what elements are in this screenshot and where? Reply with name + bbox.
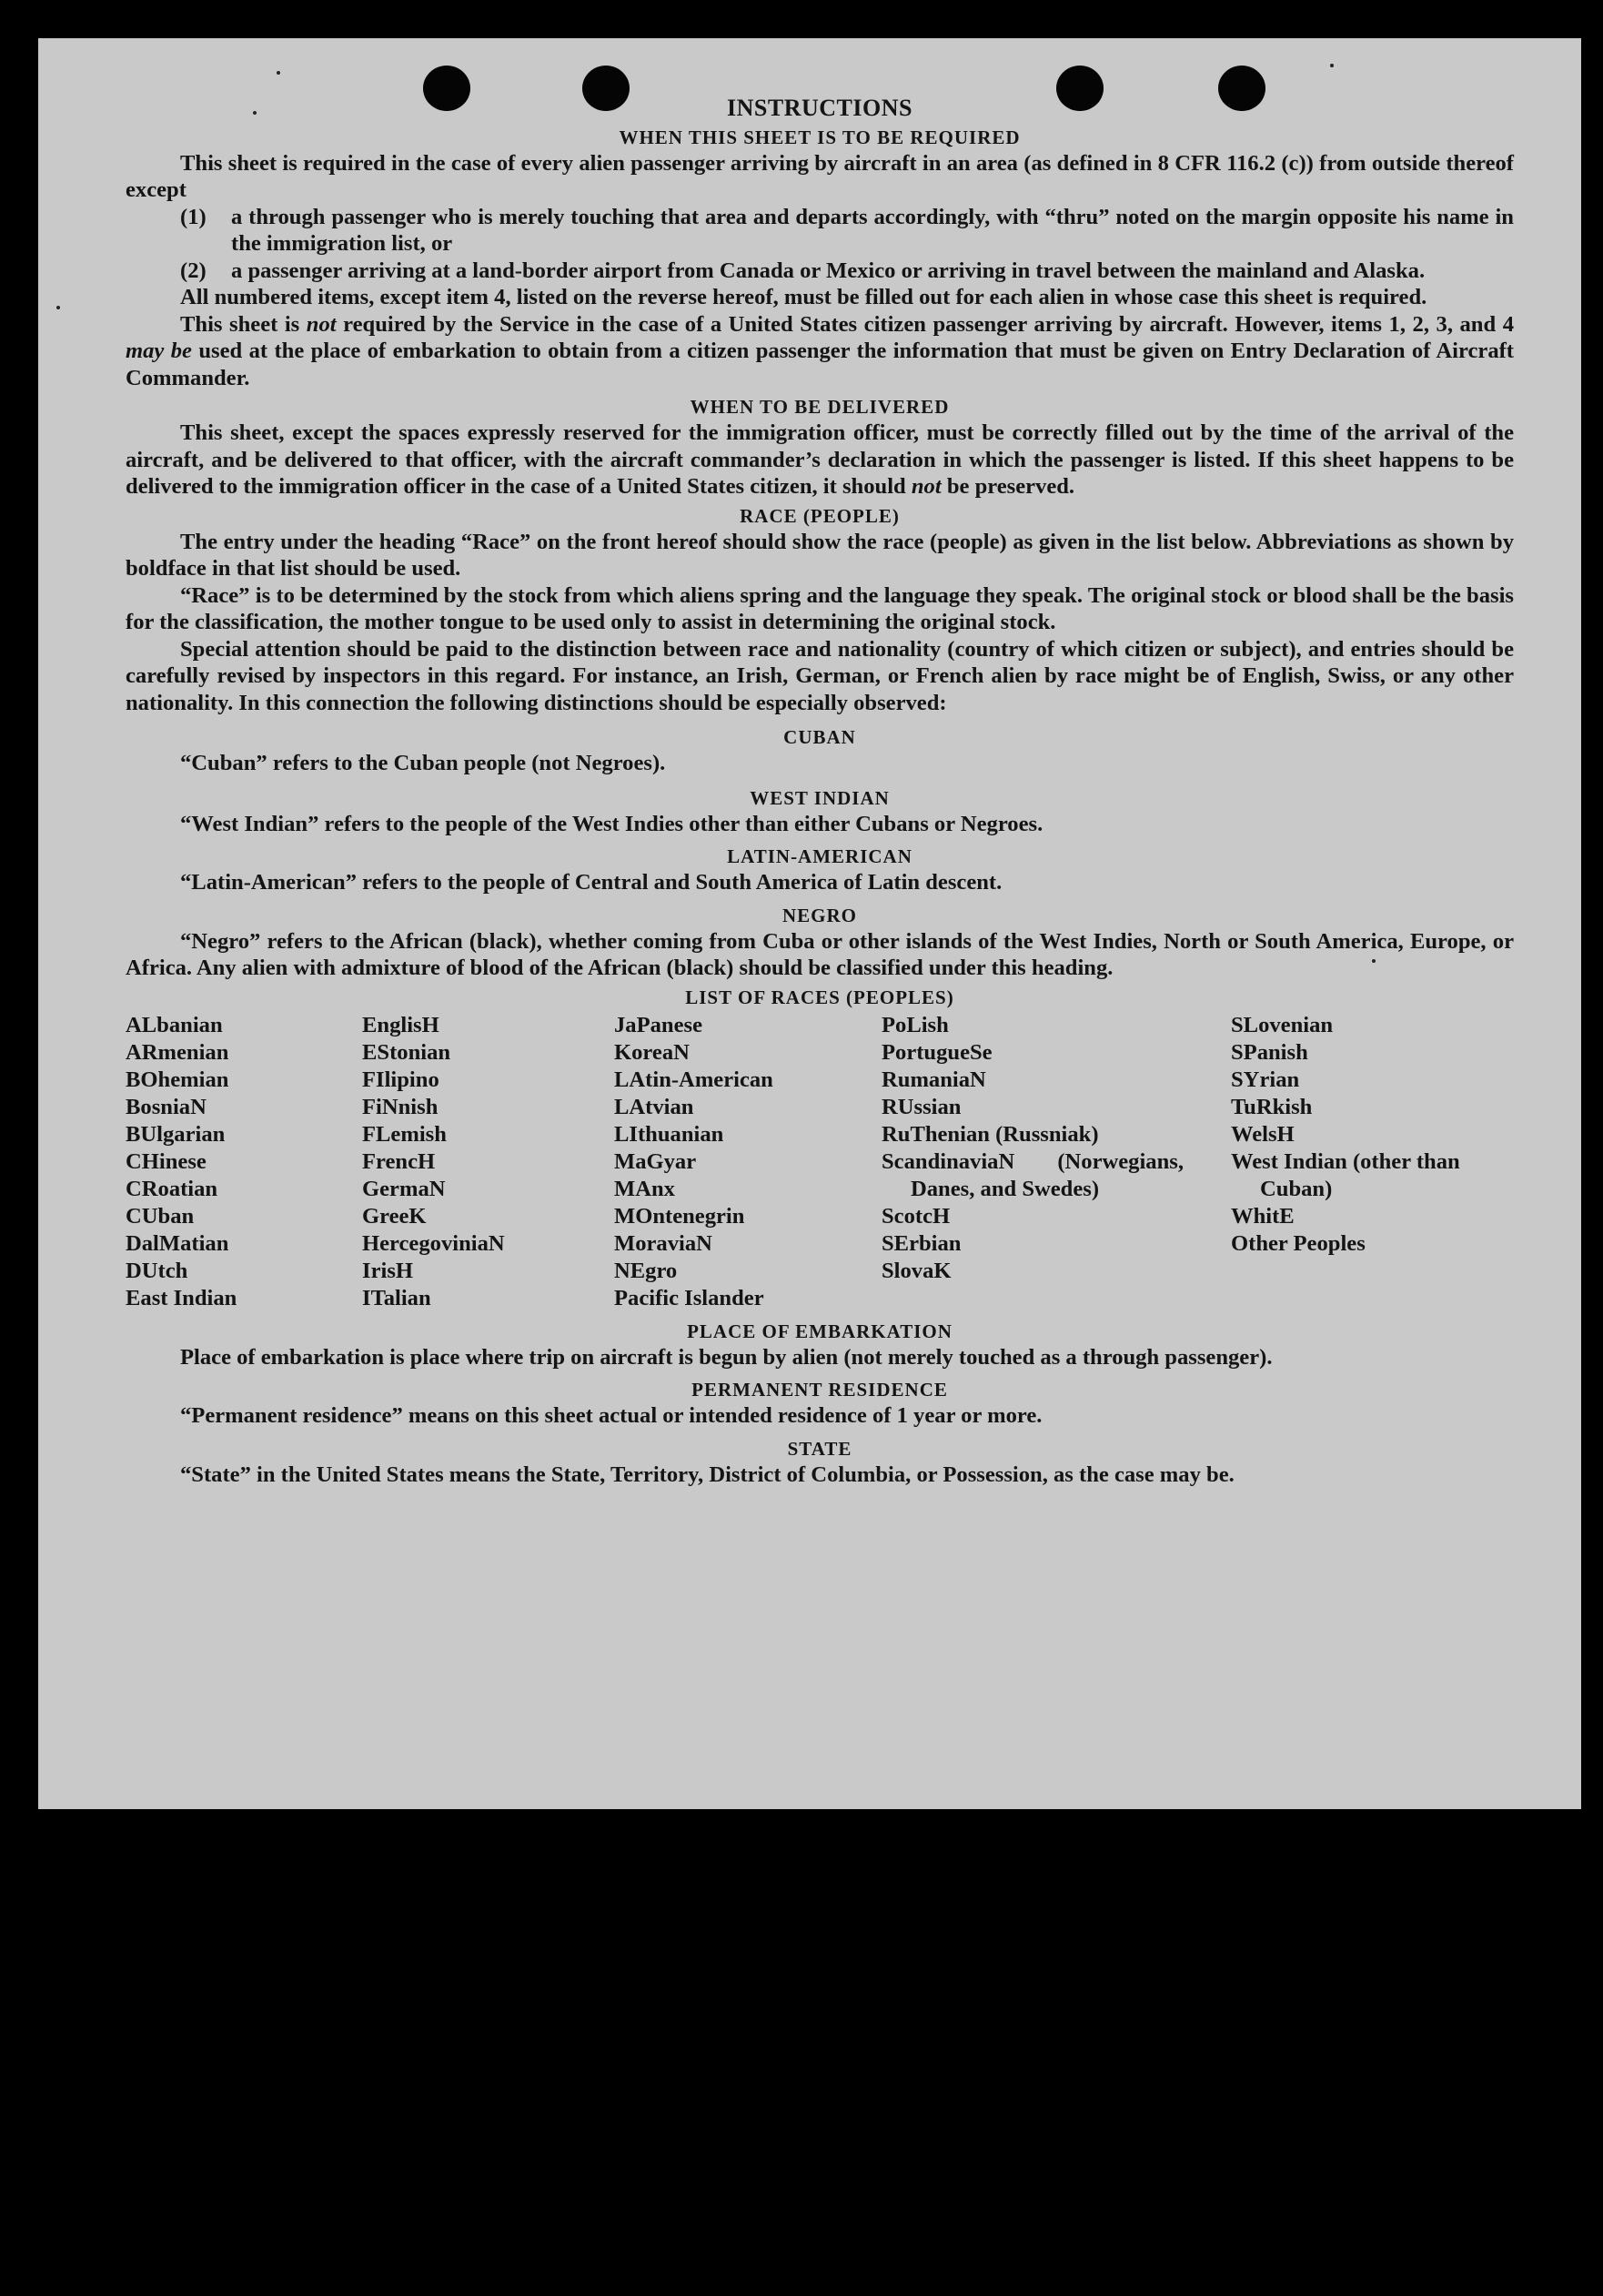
race-item: SlovaK bbox=[882, 1258, 952, 1283]
paragraph: “State” in the United States means the State, Territory, District of Columbia, or Possession, as the case may be. bbox=[180, 1462, 1235, 1487]
section-heading: PERMANENT RESIDENCE bbox=[691, 1379, 948, 1401]
race-item: LIthuanian bbox=[614, 1121, 724, 1147]
italic-text: not bbox=[306, 311, 337, 337]
text: required by the Service in the case of a United States citizen passenger arriving by aircraft. However, items 1, 2, 3, and 4 bbox=[336, 311, 1515, 337]
race-item: SPanish bbox=[1231, 1039, 1308, 1065]
race-item: RUssian bbox=[882, 1094, 962, 1119]
race-item: CRoatian bbox=[126, 1176, 218, 1201]
race-item: DalMatian bbox=[126, 1230, 229, 1256]
paragraph: “Cuban” refers to the Cuban people (not Negroes). bbox=[180, 751, 666, 775]
race-item: PoLish bbox=[882, 1012, 949, 1037]
item-text: a through passenger who is merely touching that area and departs accordingly, with “thru” noted on the margin opposite his name in the immigration list, or bbox=[231, 204, 1514, 256]
race-column bbox=[614, 1012, 882, 1312]
section-heading: WEST INDIAN bbox=[750, 786, 890, 809]
race-item: MoraviaN bbox=[614, 1230, 712, 1256]
race-item: MOntenegrin bbox=[614, 1203, 745, 1229]
paragraph bbox=[126, 529, 1514, 582]
race-column bbox=[362, 1012, 614, 1312]
race-item: SErbian bbox=[882, 1230, 962, 1256]
race-item: East Indian bbox=[126, 1285, 237, 1310]
race-item: BUlgarian bbox=[126, 1121, 226, 1147]
race-item: SLovenian bbox=[1231, 1012, 1334, 1037]
section-heading: WHEN TO BE DELIVERED bbox=[690, 396, 950, 418]
race-item: NEgro bbox=[614, 1258, 678, 1283]
paragraph: This sheet is required in the case of every alien passenger arriving by aircraft in an area (as defined in 8 CFR 116.2 (c)) from outside thereof except bbox=[126, 150, 1514, 202]
paragraph: “Race” is to be determined by the stock from which aliens spring and the language they speak. The original stock or blood shall be the basis for the classification, the mother tongue to be used only to assist in determining the original stock. bbox=[126, 582, 1514, 634]
item-number: (1) bbox=[180, 204, 207, 229]
race-column bbox=[882, 1012, 1231, 1312]
race-item: CHinese bbox=[126, 1148, 207, 1174]
race-item: KoreaN bbox=[614, 1039, 690, 1065]
instructions-text bbox=[126, 95, 1514, 1488]
race-item: PortugueSe bbox=[882, 1039, 993, 1065]
paragraph: “Negro” refers to the African (black), whether coming from Cuba or other islands of the West Indies, North or South America, Europe, or Africa. Any alien with admixture of blood of the African (black) should be classified under this heading. bbox=[126, 928, 1514, 980]
paragraph: All numbered items, except item 4, listed on the reverse hereof, must be filled out for each alien in whose case this sheet is required. bbox=[180, 285, 1427, 309]
race-item: EnglisH bbox=[362, 1012, 439, 1037]
race-item: ITalian bbox=[362, 1285, 431, 1310]
section-heading: STATE bbox=[787, 1437, 852, 1460]
bold-text: boldface bbox=[126, 556, 207, 581]
race-item: TuRkish bbox=[1231, 1094, 1313, 1119]
race-item: FLemish bbox=[362, 1121, 447, 1147]
race-item: LAtvian bbox=[614, 1094, 694, 1119]
page-title: INSTRUCTIONS bbox=[727, 95, 912, 121]
text: be preserved. bbox=[941, 474, 1075, 499]
section-heading: NEGRO bbox=[781, 904, 857, 926]
race-item: FIlipino bbox=[362, 1067, 439, 1092]
italic-text: not bbox=[911, 474, 942, 499]
race-list bbox=[126, 1012, 1514, 1312]
text: in that list should be used. bbox=[206, 556, 461, 581]
paragraph: “Permanent residence” means on this sheet actual or intended residence of 1 year or more. bbox=[180, 1403, 1043, 1428]
speck bbox=[56, 306, 60, 309]
race-item: FiNnish bbox=[362, 1094, 439, 1119]
race-item: Other Peoples bbox=[1231, 1230, 1366, 1256]
text: This sheet is bbox=[180, 311, 307, 337]
race-item: BosniaN bbox=[126, 1094, 207, 1119]
paragraph: Special attention should be paid to the distinction between race and nationality (country of which citizen or subject), and entries should be carefully revised by inspectors in this regard. For instance, an Irish, German, or French alien by race might be of English, Swiss, or any other nationality. In this connection the following distinctions should be especially observed: bbox=[126, 636, 1514, 715]
paragraph: “West Indian” refers to the people of the West Indies other than either Cubans or Negroes. bbox=[180, 811, 1043, 836]
speck bbox=[1330, 64, 1334, 67]
race-item: GermaN bbox=[362, 1176, 446, 1201]
race-item: MaGyar bbox=[614, 1148, 697, 1174]
paragraph: Place of embarkation is place where trip on aircraft is begun by alien (not merely touched as a through passenger). bbox=[180, 1344, 1273, 1370]
race-item: JaPanese bbox=[614, 1012, 702, 1037]
section-heading: LIST OF RACES (PEOPLES) bbox=[685, 986, 954, 1008]
race-item: RumaniaN bbox=[882, 1067, 986, 1092]
instruction-sheet bbox=[38, 38, 1581, 1809]
section-heading: RACE (PEOPLE) bbox=[740, 504, 900, 527]
item-number: (2) bbox=[180, 258, 207, 283]
race-item: EStonian bbox=[362, 1039, 451, 1065]
race-item: HercegoviniaN bbox=[362, 1230, 505, 1256]
race-item: FrencH bbox=[362, 1148, 436, 1174]
race-item: ALbanian bbox=[126, 1012, 223, 1037]
section-heading: LATIN-AMERICAN bbox=[727, 845, 912, 867]
race-item: BOhemian bbox=[126, 1067, 229, 1092]
race-item: RuThenian (Russniak) bbox=[882, 1121, 1099, 1147]
race-item: CUban bbox=[126, 1203, 195, 1229]
race-item: LAtin-American bbox=[614, 1067, 773, 1092]
section-heading: PLACE OF EMBARKATION bbox=[687, 1320, 953, 1342]
race-item: MAnx bbox=[614, 1176, 675, 1201]
race-column bbox=[1231, 1012, 1514, 1312]
race-item: ARmenian bbox=[126, 1039, 229, 1065]
section-heading: WHEN THIS SHEET IS TO BE REQUIRED bbox=[619, 126, 1021, 148]
numbered-item bbox=[180, 204, 1514, 258]
race-item: West Indian (other than Cuban) bbox=[1231, 1148, 1460, 1201]
item-text: a passenger arriving at a land-border airport from Canada or Mexico or arriving in travel between the mainland and Alaska. bbox=[231, 258, 1426, 283]
speck bbox=[277, 71, 280, 75]
text: This sheet, except the spaces expressly reserved for the immigration officer, must be correctly filled out by the time of the arrival of the aircraft, and be delivered to that officer, with the aircraft commander’s declaration in which the passenger is listed. If this sheet happens to be delivered to the immigration officer in the case of a United States citizen, it should bbox=[126, 420, 1514, 499]
race-item: ScandinaviaN (Norwegians, Danes, and Swedes) bbox=[882, 1148, 1184, 1201]
paragraph bbox=[126, 311, 1514, 392]
race-item: ScotcH bbox=[882, 1203, 951, 1229]
text: used at the place of embarkation to obtain from a citizen passenger the information that must be given on Entry Declaration of Aircraft Commander. bbox=[126, 339, 1514, 390]
race-item: SYrian bbox=[1231, 1067, 1300, 1092]
race-item: DUtch bbox=[126, 1258, 188, 1283]
section-heading: CUBAN bbox=[783, 726, 856, 748]
italic-text: may be bbox=[126, 339, 192, 363]
paragraph: “Latin-American” refers to the people of Central and South America of Latin descent. bbox=[180, 870, 1003, 895]
race-item: WelsH bbox=[1231, 1121, 1295, 1147]
race-item: IrisH bbox=[362, 1258, 414, 1283]
race-item: GreeK bbox=[362, 1203, 427, 1229]
text: The entry under the heading “Race” on the front hereof should show the race (people) as given in the list below. Abbreviations as shown by bbox=[180, 529, 1514, 554]
race-column bbox=[126, 1012, 362, 1312]
race-item: Pacific Islander bbox=[614, 1285, 764, 1310]
race-item: WhitE bbox=[1231, 1203, 1295, 1229]
paragraph bbox=[126, 420, 1514, 501]
numbered-item bbox=[180, 258, 1514, 285]
